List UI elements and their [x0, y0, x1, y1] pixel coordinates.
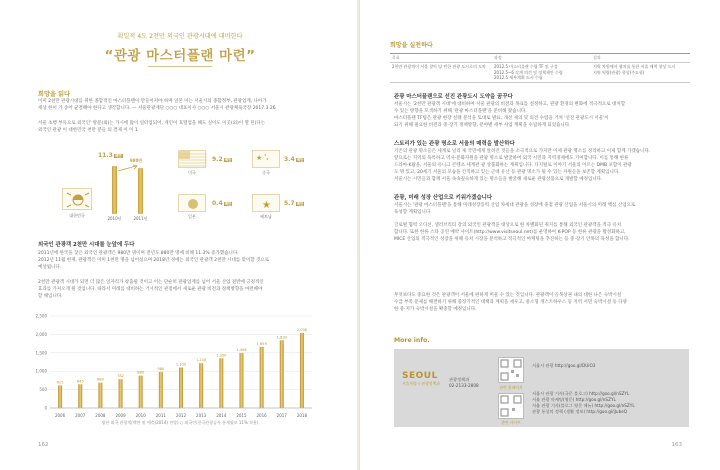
more-info-box	[394, 349, 689, 427]
paragraph-line: 도 명 있고, 20세기 서울의 모습을 간직하고 있는 근대 유산 등 관광 명소가 될 수 있는 자원들을 보존할 계획입니다.	[394, 170, 620, 175]
flag-caption: 베트남	[260, 214, 272, 219]
section-heading: 관광, 미래 성장 산업으로 키워가겠습니다	[394, 195, 493, 201]
y-tick-label: 0	[44, 405, 47, 411]
x-tick-label: 2017	[276, 413, 287, 418]
bar-value-label: 689	[96, 377, 104, 382]
table-header: 과정	[492, 54, 591, 63]
plan-table	[390, 53, 690, 83]
table-header: 결과	[591, 54, 690, 63]
title-divider	[148, 66, 212, 67]
info-link[interactable]: 서울시 관광 기사(국문 블로그) http://goo.gl/nSZYL	[532, 391, 630, 396]
japan-unit: 백만	[224, 202, 232, 206]
department-phone: 02-2133-2808	[449, 383, 479, 388]
flag-caption: 중국	[262, 170, 270, 175]
info-link[interactable]: 서울시 관광 http://goo.gl/DUiO3	[532, 363, 596, 368]
bar-value-label: 1,350	[216, 353, 227, 358]
bar-value-label: 980	[157, 366, 165, 371]
bar	[179, 368, 183, 408]
x-tick-label: 2006	[54, 413, 66, 418]
visitor-infographic	[52, 150, 312, 235]
page-number: 163	[671, 442, 682, 448]
page-title: “관광 마스터플랜 마련”	[104, 48, 256, 64]
section-paragraph	[394, 148, 694, 183]
bar-value-label: 1,100	[175, 362, 187, 367]
paragraph-line: 육성할 계획입니다.	[394, 210, 432, 215]
china-flag-icon	[252, 150, 280, 168]
bar	[78, 384, 82, 408]
bar	[280, 340, 284, 408]
vision-paragraph	[38, 279, 328, 300]
seoul-logo	[402, 371, 442, 393]
bar	[199, 363, 203, 408]
growth-arrow-icon	[116, 164, 140, 172]
svg-text:★: ★	[262, 200, 271, 211]
bar	[159, 372, 163, 408]
x-tick-label: 2010	[135, 413, 146, 418]
y-tick-label: 1,000	[35, 368, 47, 374]
bar-2011	[138, 168, 143, 214]
bar-value-label: 1,496	[236, 347, 247, 352]
bar	[139, 376, 143, 408]
japan-number: 0.4	[212, 200, 223, 207]
flag-caption: 대한민국	[69, 213, 85, 218]
bar	[239, 353, 243, 408]
tourists-paragraph	[38, 250, 328, 271]
x-tick-label: 2013	[196, 413, 207, 418]
info-link[interactable]: 서울 관광 마케팅(영문) http://goo.gl/nSZYL	[532, 397, 616, 402]
section-heading: 관광 마스터플랜으로 선진 관광도시 도약을 꿈꾸다	[394, 94, 513, 100]
section-paragraph	[394, 101, 694, 129]
paragraph-line: 마스터플랜 TF팀은 관광 현장 실태 분석을 토대로 발표, 개선 제의 및 의견 수렴을 거쳐 '선진 관광도시 서울'이	[394, 116, 609, 121]
qr-label: 관련 홈페이지	[499, 385, 523, 390]
seoul-logo-word: SEOUL	[402, 371, 438, 381]
department-info	[449, 377, 479, 389]
section-heading: 스토리가 있는 관광 명소로 서울의 매력을 발산하다	[394, 141, 515, 147]
vietnam-value	[284, 200, 304, 207]
bar	[219, 358, 223, 408]
y-tick-label: 2,000	[35, 331, 47, 337]
intro-line: 이미 2천만 관광시대를 위한 종합적인 마스터플랜이 만들어져야 하며 일본 이는 서울시의 종합정부, 관광업계, 나아가	[38, 99, 267, 104]
paragraph-line: 합니다. 또한 한류 스타 공연 예약 사이트(http://www.visitseoul.net)를 운영하여 K-POP 등 한류 관광을 활성화하고,	[394, 230, 626, 235]
x-tick-label: 2009	[115, 413, 126, 418]
paragraph-line: 무엇보다도 중요한 것은 관광객이 서울에 편하게 머물 수 있는 것입니다. 관광객이 골목상권 내의 대한 나은 숙박시설	[394, 293, 622, 298]
bar-value-label: 1,839	[276, 335, 287, 340]
korea-flag-icon	[62, 188, 92, 210]
x-tick-label: 2014	[216, 413, 227, 418]
usa-number: 9.2	[212, 156, 223, 163]
intro-paragraph	[38, 98, 328, 112]
page-number: 162	[38, 442, 49, 448]
x-tick-label: 2007	[75, 413, 86, 418]
paragraph-line: 서울시는 '2천만 관광객 시대'에 대비하여 서울 관광의 비전과 목표를 설정하고, 관광 환경의 변화에 적극적으로 대처할	[394, 102, 626, 107]
china-value	[284, 156, 304, 163]
table-title: 희망을 실천하다	[390, 42, 433, 49]
table-header: 목표	[390, 54, 492, 63]
flag-caption: 미국	[188, 170, 196, 175]
year-label: 2010년	[107, 216, 122, 221]
paragraph-line: 서울시는 '관광 마스터플랜'을 통해 미래성장동력 산업 차세대 관광을 성장에 중점 관광 산업을 서울시의 미래 핵심 산업으로	[394, 203, 636, 208]
bar-chart-svg	[28, 310, 318, 422]
bar	[98, 383, 102, 408]
section-paragraph	[394, 202, 694, 243]
paragraph-line: 효과를 가져오게 될 것입니다. 따라서 미래를 대비하는 거시적인 관점에서 새로운 관광 비전과 정책방향을 마련해야	[38, 287, 263, 292]
vietnam-number: 5.7	[284, 200, 295, 207]
china-number: 3.4	[284, 156, 295, 163]
paragraph-line: 예상됩니다.	[38, 265, 62, 270]
bar-value-label: 880	[137, 370, 145, 375]
svg-text:★: ★	[256, 154, 263, 162]
kicker: 획일적 4도 2천만 외국인 관광시대에 대비한다	[117, 33, 243, 40]
info-link[interactable]: 관광 통상의 정책 (생활 정보) http://goo.gl/iJubeQ	[532, 409, 628, 414]
bar-value-label: 645	[76, 379, 84, 384]
japan-flag-icon	[178, 194, 206, 212]
intro-line: 세상 한이 가 송어 균결해야 한다고 생각합니다. — 서울관광재단 ○○○ 대표이사 ○○○ 서울시 관광체육국장 2017.3.26	[38, 106, 276, 111]
y-tick-label: 2,500	[35, 313, 47, 319]
paragraph-line: 2012년 11월 현재, 관광객은 이미 1천만 명을 넘어섰으며 2018년 경에는 외국인 관광객 2천만 시대를 맞이할 것으로	[38, 258, 270, 263]
paragraph-line: 기존의 관광 명소들은 세계로 널리 제 국민에게 알려진 것들을 소극적으로 가지만 이제 관광 명소를 정리하고 이제 함께 가겠습니다.	[394, 149, 651, 154]
plan-table-section	[390, 40, 690, 83]
section-paragraph	[394, 292, 694, 313]
intro-line: 외국인 관광 이 대한민국 천만 분들 의 결제 이 이 1	[38, 128, 138, 133]
year-label: 2011년	[133, 216, 148, 221]
seoul-logo-subtitle: 서울특별시 관광정책과	[402, 381, 440, 386]
x-tick-label: 2016	[256, 413, 267, 418]
bar-value-label: 782	[117, 374, 124, 379]
paragraph-line: 되기 위해 필요한 비전과 중·장기 정책방향, 분야별 세부 사업 계획을 수립하게 되었습니다.	[394, 123, 571, 128]
paragraph-line: 서울시는 시민들과 함께 서울 속속깊숙하게 있는 명소들을 발굴해 새로운 관광상품으로 개발할 예정입니다.	[394, 177, 603, 182]
table-cell: 지역 차원에서 협치를 통한 서울 매력 향상 도시 지역 역량(관광) 향상(주도형)	[591, 63, 690, 83]
mid-value: 980만	[130, 158, 143, 163]
vietnam-unit: 백만	[296, 202, 304, 206]
table-header-row	[390, 54, 690, 63]
vietnam-flag-icon	[252, 194, 280, 212]
intro-line: 서울 초행 부득으로 외국인' 방문(외)는 가시에 많이 일터업되어, 개인이 호텔업을 해도 실이도 이곳(외)이 열 된(다는	[38, 121, 266, 126]
right-page	[360, 0, 720, 470]
info-link[interactable]: 서울 관광 기사(블로그 영문 메뉴) http://goo.gl/nSZYL	[532, 403, 635, 408]
subheading-tourists: 외국인 관광객 2천만 시대를 눈앞에 두다	[38, 242, 135, 248]
intro-paragraph-2	[38, 120, 328, 134]
growth-value	[98, 152, 123, 159]
x-tick-label: 2011	[155, 413, 166, 418]
svg-text:★: ★	[264, 153, 267, 157]
growth-number: 11.3	[98, 152, 113, 159]
x-tick-label: 2015	[236, 413, 247, 418]
bar-value-label: 1,218	[196, 358, 207, 363]
x-tick-label: 2018	[296, 413, 308, 418]
department-name: 관광정책과	[449, 377, 470, 382]
bar-value-label: 1,659	[256, 341, 267, 346]
paragraph-line: 앞으로는 지역의 독특하고 역사·문화자원을 관광 명소로 발굴하여 외국 시민과 지역경제에도 기여합니다. 이를 통해 한류	[394, 156, 629, 161]
y-tick-label: 500	[39, 387, 47, 393]
growth-unit: 백만	[115, 154, 122, 158]
qr-code-icon[interactable]	[498, 357, 524, 383]
bar-value-label: 615	[56, 380, 64, 385]
table-row	[390, 63, 690, 83]
paragraph-line: 한 중·저가 숙박시설을 확충할 예정입니다.	[394, 307, 477, 312]
table-cell: 2012.5 마스터플랜 수립 TF 및 구성 2012.5~6 각계 의견 및 정책제안 수렴 2012.5 세부계획 도시 수립	[492, 63, 591, 83]
paragraph-line: 수 있는 방향을 모색하기 위해 '관광 마스터플랜'을 준비해 왔습니다.	[394, 109, 527, 114]
bar	[300, 333, 304, 408]
bar	[119, 379, 123, 408]
x-tick-label: 2012	[175, 413, 187, 418]
svg-text:★: ★	[266, 157, 269, 161]
paragraph-line: 할 때입니다.	[38, 294, 63, 299]
flag-caption: 일본	[188, 214, 196, 219]
china-unit: 백만	[296, 158, 304, 162]
visitors-bar-chart	[28, 310, 318, 422]
qr-code-icon[interactable]	[498, 393, 524, 419]
usa-unit: 백만	[224, 158, 232, 162]
bar	[260, 347, 264, 408]
bar	[58, 385, 62, 408]
qr-label: 관련 사이트	[501, 420, 521, 425]
more-info-heading: More info.	[394, 337, 430, 344]
usa-flag-icon	[178, 150, 206, 168]
table-cell: 2천만 관광객이 서울 찾아 당 빈한 관광 도시로의 도약	[390, 63, 492, 83]
paragraph-line: 드라마·K팝을, 서울의 유니크 콘텐츠 세계관 광 상품화하는 계획입니다. 디지털로 이야기 서울의 이르는 DMB 포함이 관광	[394, 163, 632, 168]
y-tick-label: 1,500	[35, 350, 47, 356]
chart-note: 방한 외국 관광객(백만 및 예측(2014) 전망) ○ 외국인(한국관광공사 통계월보 11% 적용)	[101, 420, 259, 425]
paragraph-line: MICE 산업의 적극적인 성장을 위해 유치 시장을 분석하고 적극적인 마케팅을 추진하는 등 중·장기 안목의 육성을 합니다.	[394, 237, 630, 242]
paragraph-line: 2011년에 한국을 찾은 외국인 관광객은 980만 명이며 전년도 880만 명에 비해 11.3% 증가했습니다.	[38, 251, 239, 256]
bar-2010	[112, 166, 117, 214]
intro-heading: 희망을 읽다	[38, 91, 71, 98]
x-tick-label: 2008	[95, 413, 106, 418]
paragraph-line: 수급 부족 문제를 해결하기 위해 중장기적인 대책과 계획을 세우고, 중소형 게스트하우스 등 지역 서민 숙박시설 등 다양	[394, 300, 627, 305]
bar-value-label: 2,038	[296, 328, 308, 333]
paragraph-line: 글로벌 협력 오디션, 셀러브리티 강의 외국인 관광객을 대상으로 한 차별화된 취지를 통해 외국인 관광객을 적극 유치	[394, 223, 622, 228]
usa-value	[212, 156, 232, 163]
japan-value	[212, 200, 232, 207]
paragraph-line: 2천만 관광객 시대가 되면 더 많은 일자리가 창출될 것이고 이는 단순히 관광업계를 넘어 서울 산업 전반에 긍정적인	[38, 280, 264, 285]
